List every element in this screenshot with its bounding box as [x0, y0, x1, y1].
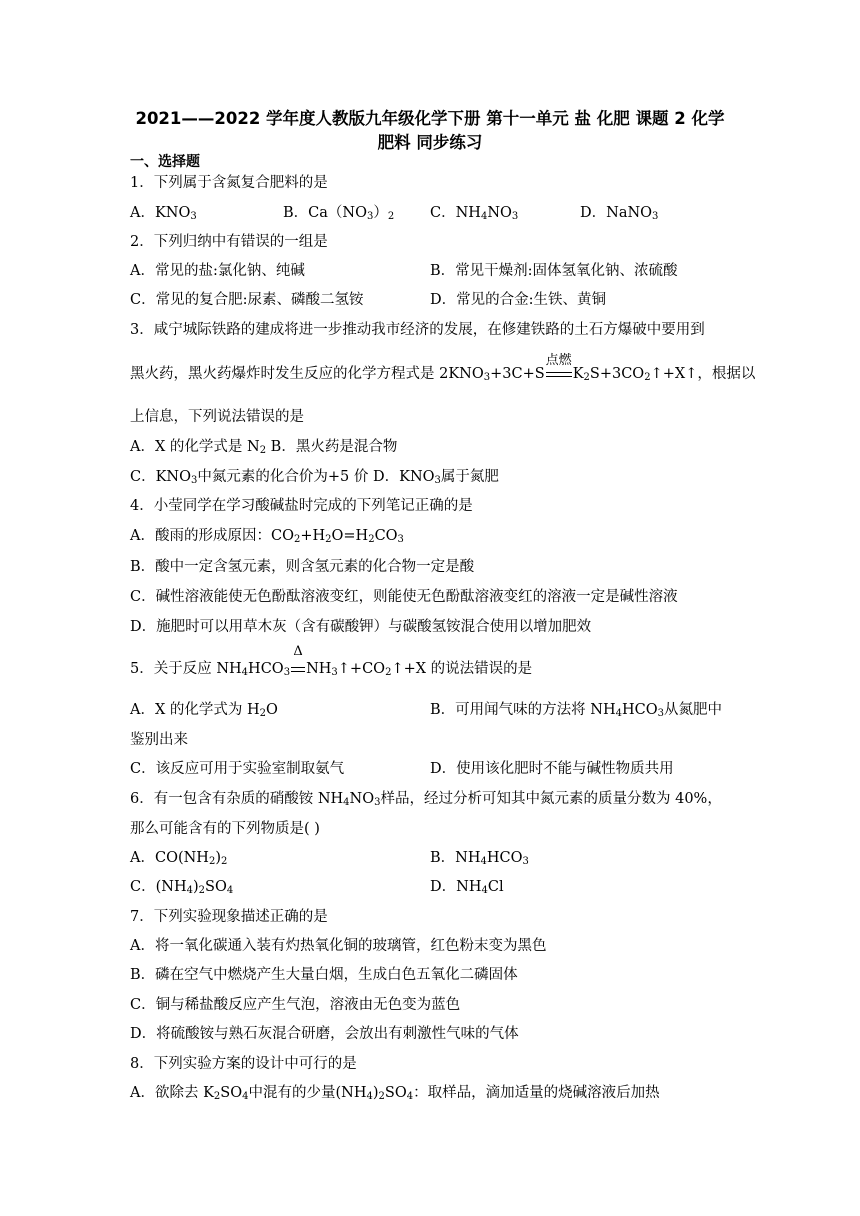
q7-option-b: B．磷在空气中燃烧产生大量白烟，生成白色五氧化二磷固体 [130, 967, 518, 983]
q6-stem-line1: 6．有一包含有杂质的硝酸铵 $NH_4NO_3$样品，经过分析可知其中氮元素的质量分数为 40%， [130, 791, 722, 808]
q3-stem-line2: 黑火药，黑火药爆炸时发生反应的化学方程式是 $2KNO_3+3C+S$ 点燃 $K_2S+3CO_2↑+X↑$，根据以 [130, 353, 756, 383]
q1-option-b: B．$Ca(NO_3)_2$ [283, 205, 395, 222]
q3-options-cd: C．$KNO_3$中氮元素的化合价为+5 价 D．$KNO_3$属于氮肥 [130, 469, 499, 486]
q6-option-d: D．$NH_4Cl$ [430, 879, 504, 896]
doc-title-line1: 2021——2022 学年度人教版九年级化学下册 第十一单元 盐 化肥 课题 2 化学 [135, 109, 725, 128]
q3-stem-line3: 上信息，下列说法错误的是 [130, 409, 304, 425]
q5-stem: 5．关于反应 $NH_4HCO_3$ Δ $NH_3↑+CO_2↑+X$ 的说法错误的是 [130, 644, 533, 678]
q1-option-c: C．$NH_4NO_3$ [430, 205, 519, 222]
q4-option-a: A．酸雨的形成原因：$CO_2+H_2O=H_2CO_3$ [130, 528, 404, 545]
q5-option-d: D．使用该化肥时不能与碱性物质共用 [430, 761, 674, 777]
q6-option-b: B．$NH_4HCO_3$ [430, 850, 529, 867]
q3-stem-line1: 3．咸宁城际铁路的建成将进一步推动我市经济的发展，在修建铁路的土石方爆破中要用到 [130, 322, 705, 338]
q7-option-c: C．铜与稀盐酸反应产生气泡，溶液由无色变为蓝色 [130, 997, 461, 1013]
reaction-condition-arrow: Δ [290, 661, 306, 677]
q8-option-a: A．欲除去 $K_2SO_4$中混有的少量$(NH_4)_2SO_4$：取样品，滴加适量的烧碱溶液后加热 [130, 1085, 660, 1102]
q5-option-b: B．可用闻气味的方法将 $NH_4HCO_3$从氮肥中 [430, 702, 722, 719]
q5-option-c: C．该反应可用于实验室制取氨气 [130, 761, 345, 777]
q4-option-d: D．施肥时可以用草木灰（含有碳酸钾）与碳酸氢铵混合使用以增加肥效 [130, 619, 592, 635]
q5-option-a: A．X 的化学式为 $H_2O$ [130, 702, 278, 719]
q4-option-b: B．酸中一定含氢元素，则含氢元素的化合物一定是酸 [130, 559, 475, 575]
q1-option-d: D．NaNO$_3$ [580, 205, 659, 222]
q5-option-b-cont: 鉴别出来 [130, 732, 188, 748]
q2-option-b: B．常见干燥剂:固体氢氧化钠、浓硫酸 [430, 263, 678, 279]
q2-stem: 2．下列归纳中有错误的一组是 [130, 234, 328, 250]
q2-option-d: D．常见的合金:生铁、黄铜 [430, 292, 607, 308]
q1-stem: 1．下列属于含氮复合肥料的是 [130, 175, 328, 191]
section-heading: 一、选择题 [130, 154, 200, 170]
q7-stem: 7．下列实验现象描述正确的是 [130, 909, 328, 925]
q7-option-d: D．将硫酸铵与熟石灰混合研磨，会放出有刺激性气味的气体 [130, 1026, 519, 1042]
q6-option-a: A．$CO(NH_2)_2$ [130, 850, 228, 867]
q2-option-a: A．常见的盐:氯化钠、纯碱 [130, 263, 305, 279]
q4-stem: 4．小莹同学在学习酸碱盐时完成的下列笔记正确的是 [130, 498, 473, 514]
q8-stem: 8．下列实验方案的设计中可行的是 [130, 1056, 357, 1072]
q4-option-c: C．碱性溶液能使无色酚酞溶液变红，则能使无色酚酞溶液变红的溶液一定是碱性溶液 [130, 589, 678, 605]
doc-title-line2: 肥料 同步练习 [377, 133, 483, 152]
q1-option-a: A．$KNO_3$ [130, 205, 197, 222]
q6-option-c: C．$(NH_4)_2SO_4$ [130, 879, 234, 896]
q7-option-a: A．将一氧化碳通入装有灼热氧化铜的玻璃管，红色粉末变为黑色 [130, 938, 547, 954]
reaction-condition-arrow: 点燃 [545, 366, 573, 382]
q2-option-c: C．常见的复合肥:尿素、磷酸二氢铵 [130, 292, 364, 308]
q3-options-ab: A．X 的化学式是 $N_2$ B．黑火药是混合物 [130, 439, 398, 456]
q6-stem-line2: 那么可能含有的下列物质是( ) [130, 821, 320, 837]
